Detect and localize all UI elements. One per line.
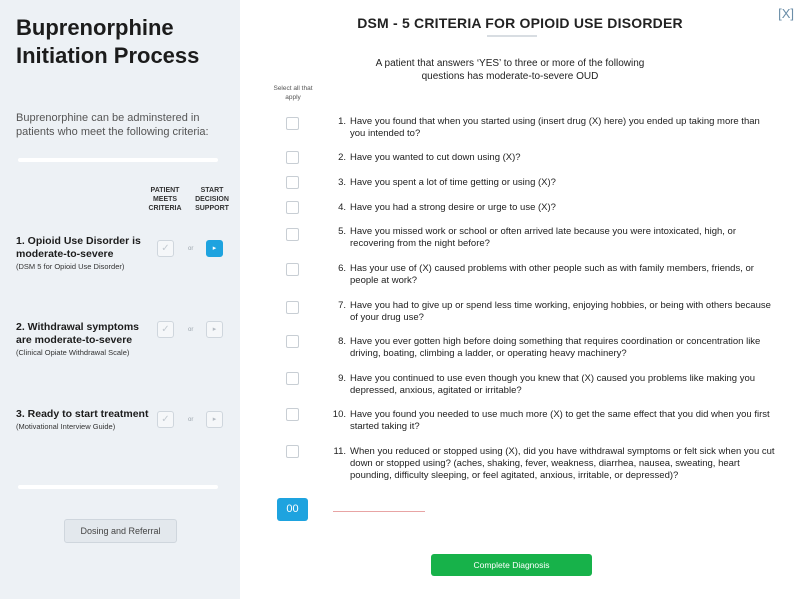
question-number: 11.: [333, 446, 346, 457]
yes-count-badge: 00: [277, 498, 308, 521]
question-text: Have you had a strong desire or urge to use (X)?: [350, 202, 556, 213]
question-checkbox[interactable]: [286, 408, 299, 421]
criterion-title: 2. Withdrawal symptoms are moderate-to-severe: [16, 321, 140, 346]
question-text: Have you had to give up or spend less time working, enjoying hobbies, or being with others because of your drug use?: [350, 300, 771, 323]
question-number: 4.: [338, 202, 346, 213]
title-underline: [487, 35, 537, 37]
left-panel: [0, 0, 240, 599]
question-checkbox[interactable]: [286, 335, 299, 348]
question-number: 3.: [338, 177, 346, 188]
question-text: Have you wanted to cut down using (X)?: [350, 152, 521, 163]
criterion-subtitle: (Clinical Opiate Withdrawal Scale): [16, 348, 130, 357]
divider: [18, 158, 218, 162]
question-text: Have you spent a lot of time getting or using (X)?: [350, 177, 556, 188]
question-text: Have you continued to use even though you knew that (X) caused you problems like making you depressed, anxious, agitated or irritable?: [350, 373, 756, 396]
divider: [18, 485, 218, 489]
select-all-label: Select all that apply: [273, 85, 313, 101]
criterion-withdrawal: [16, 321, 156, 358]
criterion-title: 3. Ready to start treatment: [16, 408, 149, 420]
question-checkbox[interactable]: [286, 263, 299, 276]
dosing-referral-button[interactable]: Dosing and Referral: [64, 519, 177, 543]
criterion-oud: [16, 235, 156, 272]
question-checkbox[interactable]: [286, 372, 299, 385]
criterion-subtitle: (DSM 5 for Opioid Use Disorder): [16, 262, 125, 271]
question-number: 1.: [338, 116, 346, 127]
question-text: Have you ever gotten high before doing something that requires coordination or concentration like driving, boating, climbing a ladder, or operating heavy machinery?: [350, 336, 761, 359]
close-button[interactable]: [X]: [778, 6, 794, 21]
or-label: or: [188, 246, 194, 252]
panel-title: Buprenorphine Initiation Process: [16, 15, 200, 68]
question-checkbox[interactable]: [286, 445, 299, 458]
count-underline: [333, 511, 425, 512]
page-title: DSM - 5 CRITERIA FOR OPIOID USE DISORDER: [357, 15, 683, 31]
question-number: 9.: [338, 373, 346, 384]
criterion-title: 1. Opioid Use Disorder is moderate-to-severe: [16, 235, 141, 260]
criterion-oud-check[interactable]: ✓: [157, 240, 174, 257]
panel-intro: Buprenorphine can be adminstered in patients who meet the following criteria:: [16, 112, 209, 138]
question-checkbox[interactable]: [286, 201, 299, 214]
complete-diagnosis-button[interactable]: Complete Diagnosis: [431, 554, 592, 576]
question-number: 8.: [338, 336, 346, 347]
col-header-start-decision: START DECISION SUPPORT: [195, 187, 229, 212]
or-label: or: [188, 417, 194, 423]
criterion-ready-check[interactable]: ✓: [157, 411, 174, 428]
criterion-oud-start-button[interactable]: ▸: [206, 240, 223, 257]
question-checkbox[interactable]: [286, 301, 299, 314]
question-text: Have you found you needed to use much more (X) to get the same effect that you did when you first started taking it?: [350, 409, 770, 432]
criterion-withdrawal-start-button[interactable]: ▸: [206, 321, 223, 338]
question-number: 2.: [338, 152, 346, 163]
col-header-patient-meets: PATIENT MEETS CRITERIA: [148, 187, 182, 212]
question-checkbox[interactable]: [286, 176, 299, 189]
criterion-ready-start-button[interactable]: ▸: [206, 411, 223, 428]
criterion-subtitle: (Motivational Interview Guide): [16, 422, 116, 431]
question-text: Has your use of (X) caused problems with other people such as with family members, friends, or people at work?: [350, 263, 754, 286]
criterion-ready: [16, 408, 156, 432]
question-checkbox[interactable]: [286, 151, 299, 164]
question-number: 6.: [338, 263, 346, 274]
question-text: Have you found that when you started using (insert drug (X) here) you ended up taking more than you intended to?: [350, 116, 760, 139]
question-number: 7.: [338, 300, 346, 311]
page-subtitle: A patient that answers ‘YES’ to three or more of the following questions has moderate-to-severe OUD: [375, 58, 645, 82]
or-label: or: [188, 327, 194, 333]
question-checkbox[interactable]: [286, 228, 299, 241]
question-text: When you reduced or stopped using (X), did you have withdrawal symptoms or felt sick when you cut down or stopped using? (aches, shaking, fever, weakness, diarrhea, nausea, sweating, heart pounding, difficulty sleeping, or feel agitated, anxious, irritable, or depressed)?: [350, 446, 775, 481]
question-text: Have you missed work or school or often arrived late because you were intoxicated, high, or recovering from the night before?: [350, 226, 737, 249]
question-number: 10.: [332, 409, 346, 420]
question-number: 5.: [338, 226, 346, 237]
criterion-withdrawal-check[interactable]: ✓: [157, 321, 174, 338]
question-checkbox[interactable]: [286, 117, 299, 130]
